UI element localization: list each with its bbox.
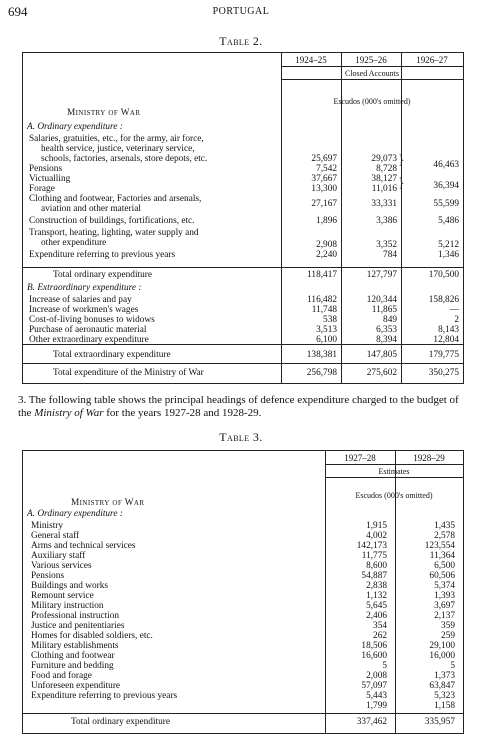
cell: 123,554	[424, 541, 455, 551]
cell: 2,137	[434, 611, 455, 621]
row-label: Other extraordinary expenditure	[29, 335, 149, 345]
cell: 120,344	[366, 295, 397, 305]
cell: —	[449, 305, 459, 315]
table2-section-a: A. Ordinary expenditure :	[27, 122, 123, 132]
cell: 63,847	[429, 681, 455, 691]
row-label: other expenditure	[41, 238, 107, 248]
row-label: General staff	[31, 531, 80, 541]
cell: 12,804	[433, 335, 459, 345]
table2-title: Table 2.	[219, 34, 263, 48]
row-label: aviation and other material	[41, 204, 141, 214]
cell: 1,158	[434, 701, 455, 711]
cell: 262	[373, 631, 387, 641]
row-label: Various services	[31, 561, 92, 571]
cell: 784	[383, 250, 397, 260]
cell: 8,394	[376, 335, 397, 345]
cell: 1,373	[434, 671, 455, 681]
running-head: PORTUGAL	[212, 6, 270, 17]
cell: 538	[323, 315, 337, 325]
table2-section-b: B. Extraordinary expenditure :	[27, 283, 142, 293]
cell: 275,602	[366, 368, 397, 378]
cell: 8,600	[366, 561, 387, 571]
cell: 335,957	[424, 717, 455, 727]
cell: 29,073	[371, 154, 397, 164]
row-label: Victualling	[29, 174, 71, 184]
cell: 33,331	[371, 199, 397, 209]
row-label: Expenditure referring to previous years	[29, 250, 176, 260]
cell: 5	[450, 661, 455, 671]
row-label: Buildings and works	[31, 581, 108, 591]
cell: 5,323	[434, 691, 455, 701]
cell: 116,482	[307, 295, 337, 305]
row-label: Pensions	[31, 571, 65, 581]
cell: 118,417	[307, 270, 337, 280]
table2-ministry: Ministry of War	[67, 108, 141, 118]
cell: 16,000	[429, 651, 455, 661]
cell: 11,748	[311, 305, 337, 315]
table2-escudos: Escudos (000's omitted)	[333, 97, 411, 106]
cell: 147,805	[366, 350, 397, 360]
row-label: Clothing and footwear, Factories and arsenals,	[29, 194, 202, 204]
row-label: Food and forage	[31, 671, 92, 681]
cell: 2	[454, 315, 459, 325]
cell: 8,143	[438, 325, 459, 335]
row-label: Furniture and bedding	[31, 661, 114, 671]
row-label: schools, factories, arsenals, store depots, etc.	[41, 154, 208, 164]
row-label: Construction of buildings, fortifications, etc.	[29, 216, 195, 226]
cell: 38,127	[371, 174, 397, 184]
cell: 55,599	[433, 199, 459, 209]
cell: 1,896	[316, 216, 337, 226]
cell: 256,798	[306, 368, 337, 378]
cell: 5,374	[434, 581, 455, 591]
table2-year-1: 1924–25	[295, 55, 327, 65]
cell: 60,506	[429, 571, 455, 581]
table3-section-a: A. Ordinary expenditure :	[27, 509, 123, 519]
table2-closed-accounts: Closed Accounts	[345, 69, 399, 78]
cell: 13,300	[311, 184, 337, 194]
cell: 1,132	[366, 591, 387, 601]
cell: 1,435	[434, 521, 455, 531]
cell: 6,500	[434, 561, 455, 571]
cell: 849	[383, 315, 397, 325]
cell: 5,443	[366, 691, 387, 701]
cell: 11,364	[429, 551, 455, 561]
table3-year-2: 1928–29	[413, 453, 445, 463]
cell: 7,542	[316, 164, 337, 174]
cell: 16,600	[361, 651, 387, 661]
table2-total-ministry: Total expenditure of the Ministry of War	[53, 368, 204, 378]
cell: 179,775	[428, 350, 459, 360]
cell: 354	[373, 621, 387, 631]
cell: 46,463	[433, 160, 459, 170]
cell: 337,462	[356, 717, 387, 727]
table3-title: Table 3.	[219, 430, 263, 444]
cell: 3,513	[316, 325, 337, 335]
paragraph-italic: Ministry of War	[34, 407, 104, 419]
cell: 6,353	[376, 325, 397, 335]
brace: }	[398, 176, 405, 191]
table2-total-ordinary: Total ordinary expenditure	[53, 270, 152, 280]
cell: 29,100	[429, 641, 455, 651]
row-label: Purchase of aeronautic material	[29, 325, 147, 335]
page-number: 694	[8, 4, 28, 19]
cell: 11,016	[371, 184, 397, 194]
row-label: Military instruction	[31, 601, 104, 611]
row-label: Professional instruction	[31, 611, 120, 621]
cell: 2,240	[316, 250, 337, 260]
cell: 1,346	[438, 250, 459, 260]
cell: 1,393	[434, 591, 455, 601]
row-label: Arms and technical services	[31, 541, 136, 551]
cell: 8,728	[376, 164, 397, 174]
table2-total-extra: Total extraordinary expenditure	[53, 350, 171, 360]
row-label: Unforeseen expenditure	[31, 681, 121, 691]
cell: 170,500	[428, 270, 459, 280]
cell: 3,352	[376, 240, 397, 250]
cell: 138,381	[306, 350, 337, 360]
cell: 2,008	[366, 671, 387, 681]
row-label: Justice and penitentiaries	[31, 621, 125, 631]
paragraph	[18, 394, 468, 420]
row-label: health service, justice, veterinary service,	[41, 144, 195, 154]
table3-total-ordinary: Total ordinary expenditure	[71, 717, 170, 727]
cell: 5,486	[438, 216, 459, 226]
row-label: Increase of salaries and pay	[29, 295, 132, 305]
cell: 27,167	[311, 199, 337, 209]
cell: 37,667	[311, 174, 337, 184]
cell: 4,002	[366, 531, 387, 541]
table3-escudos: Escudos (000's omitted)	[355, 491, 433, 500]
cell: 127,797	[366, 270, 397, 280]
row-label: Clothing and footwear	[31, 651, 115, 661]
table2-year-3: 1926–27	[416, 55, 448, 65]
table3-year-1: 1927–28	[344, 453, 376, 463]
cell: 25,697	[311, 154, 337, 164]
table2-year-2: 1925–26	[355, 55, 387, 65]
row-label: Transport, heating, lighting, water supply and	[29, 228, 199, 238]
cell: 2,578	[434, 531, 455, 541]
table3-estimates: Estimates	[378, 467, 410, 476]
cell: 142,173	[356, 541, 387, 551]
cell: 6,100	[316, 335, 337, 345]
row-label: Pensions	[29, 164, 63, 174]
table2	[22, 52, 464, 384]
row-label: Salaries, gratuities, etc., for the army, air force,	[29, 134, 204, 144]
cell: 5	[382, 661, 387, 671]
row-label: Auxiliary staff	[31, 551, 86, 561]
cell: 2,406	[366, 611, 387, 621]
cell: 2,838	[366, 581, 387, 591]
cell: 2,908	[316, 240, 337, 250]
cell: 11,775	[361, 551, 387, 561]
cell: 3,386	[376, 216, 397, 226]
cell: 158,826	[428, 295, 459, 305]
cell: 3,697	[434, 601, 455, 611]
cell: 36,394	[433, 181, 459, 191]
cell: 1,915	[366, 521, 387, 531]
cell: 359	[441, 621, 455, 631]
row-label: Homes for disabled soldiers, etc.	[31, 631, 153, 641]
table3	[22, 450, 464, 734]
cell: 1,799	[366, 701, 387, 711]
row-label: Expenditure referring to previous years	[31, 691, 178, 701]
brace: }	[398, 153, 405, 168]
cell: 259	[441, 631, 455, 641]
cell: 57,097	[361, 681, 387, 691]
paragraph-text-end: for the years 1927-28 and 1928-29.	[103, 407, 262, 419]
paragraph-text: 3. The following table shows the principal headings of defence expenditure charged to the budget of the	[18, 394, 459, 419]
row-label: Increase of workmen's wages	[29, 305, 139, 315]
cell: 5,645	[366, 601, 387, 611]
row-label: Military establishments	[31, 641, 119, 651]
cell: 350,275	[428, 368, 459, 378]
row-label: Cost-of-living bonuses to widows	[29, 315, 155, 325]
row-label: Forage	[29, 184, 55, 194]
table3-ministry: Ministry of War	[71, 498, 145, 508]
cell: 11,865	[371, 305, 397, 315]
cell: 54,887	[361, 571, 387, 581]
cell: 18,506	[361, 641, 387, 651]
row-label: Remount service	[31, 591, 94, 601]
cell: 5,212	[438, 240, 459, 250]
row-label: Ministry	[31, 521, 64, 531]
